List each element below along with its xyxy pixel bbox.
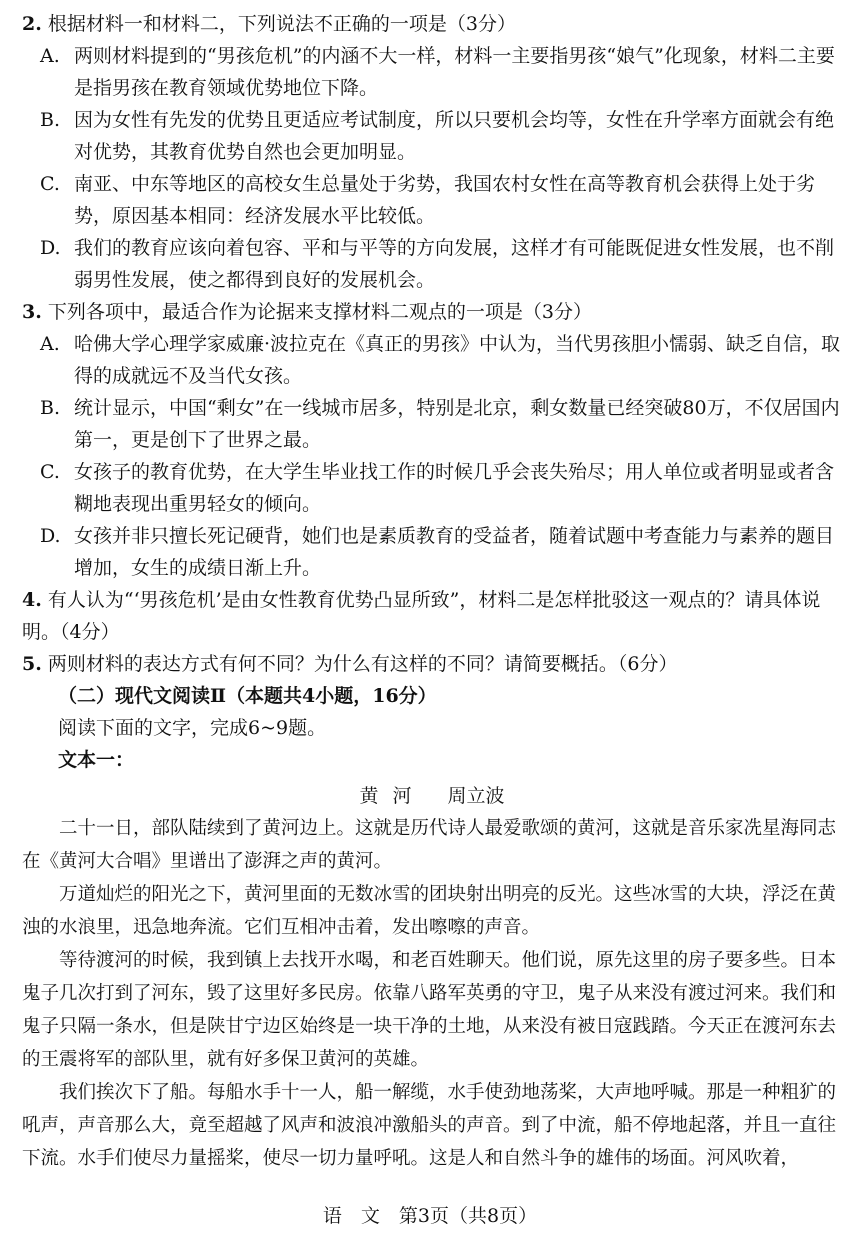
question-stem: 两则材料的表达方式有何不同？为什么有这样的不同？请简要概括。（6分） [47, 653, 678, 675]
option-d: D. 女孩并非只擅长死记硬背，她们也是素质教育的受益者，随着试题中考查能力与素养的题目增加，女生的成绩日渐上升。 [40, 525, 835, 579]
section-heading: （二）现代文阅读Ⅱ（本题共4小题，16分） [58, 685, 437, 707]
article-paragraph: 二十一日，部队陆续到了黄河边上。这就是历代诗人最爱歌颂的黄河，这就是音乐家冼星海同志在《黄河大合唱》里谱出了澎湃之声的黄河。 [22, 818, 837, 872]
option-a: A. 哈佛大学心理学家威廉·波拉克在《真正的男孩》中认为，当代男孩胆小懦弱、缺乏自信，取得的成就远不及当代女孩。 [40, 333, 841, 387]
section-instruction: 阅读下面的文字，完成6~9题。 [58, 717, 327, 739]
article-paragraph: 我们挨次下了船。每船水手十一人，船一解缆，水手使劲地荡桨，大声地呼喊。那是一种粗犷的吼声，声音那么大，竟至超越了风声和波浪冲激船头的声音。到了中流，船不停地起落，并且一直往下流。水手们使尽力量摇桨，使尽一切力量呼吼。这是人和自然斗争的雄伟的场面。河风吹着， [22, 1082, 837, 1169]
question-stem: 有人认为“‘男孩危机’是由女性教育优势凸显所致”，材料二是怎样批驳这一观点的？请具体说明。（4分） [22, 589, 821, 643]
question-number: 5. [22, 653, 42, 675]
question-number: 4. [22, 589, 42, 611]
question-number: 2. [22, 13, 42, 35]
article-paragraph: 等待渡河的时候，我到镇上去找开水喝，和老百姓聊天。他们说，原先这里的房子要多些。日本鬼子几次打到了河东，毁了这里好多民房。依靠八路军英勇的守卫，鬼子从来没有渡过河来。我们和鬼子只隔一条水，但是陕甘宁边区始终是一块干净的土地，从来没有被日寇践踏。今天正在渡河东去的王震将军的部队里，就有好多保卫黄河的英雄。 [22, 950, 837, 1070]
question-4 [22, 584, 842, 648]
question-number: 3. [22, 301, 42, 323]
article-heading [22, 780, 842, 812]
option-b: B. 因为女性有先发的优势且更适应考试制度，所以只要机会均等，女性在升学率方面就会有绝对优势，其教育优势自然也会更加明显。 [40, 109, 835, 163]
option-c: C. 女孩子的教育优势，在大学生毕业找工作的时候几乎会丧失殆尽；用人单位或者明显或者含糊地表现出重男轻女的倾向。 [40, 461, 835, 515]
question-stem: 根据材料一和材料二，下列说法不正确的一项是（3分） [47, 13, 516, 35]
question-3 [22, 296, 842, 584]
option-a: A. 两则材料提到的“男孩危机”的内涵不大一样，材料一主要指男孩“娘气”化现象，材料二主要是指男孩在教育领域优势地位下降。 [40, 45, 835, 99]
text-label: 文本一： [58, 749, 135, 771]
article-paragraph: 万道灿烂的阳光之下，黄河里面的无数冰雪的团块射出明亮的反光。这些冰雪的大块，浮泛在黄浊的水浪里，迅急地奔流。它们互相冲击着，发出嚓嚓的声音。 [22, 884, 837, 938]
article-body [22, 812, 842, 1175]
question-2 [22, 8, 842, 296]
option-c: C. 南亚、中东等地区的高校女生总量处于劣势，我国农村女性在高等教育机会获得上处于劣势，原因基本相同：经济发展水平比较低。 [40, 173, 816, 227]
question-5 [22, 648, 842, 680]
article-author: 周立波 [447, 785, 505, 807]
option-b: B. 统计显示，中国“剩女”在一线城市居多，特别是北京，剩女数量已经突破80万，不仅居国内第一，更是创下了世界之最。 [40, 397, 840, 451]
option-d: D. 我们的教育应该向着包容、平和与平等的方向发展，这样才有可能既促进女性发展，也不削弱男性发展，使之都得到良好的发展机会。 [40, 237, 835, 291]
article-title: 黄河 [359, 785, 426, 807]
page-footer: 语 文 第3页（共8页） [322, 1205, 538, 1227]
question-stem: 下列各项中，最适合作为论据来支撑材料二观点的一项是（3分） [47, 301, 592, 323]
